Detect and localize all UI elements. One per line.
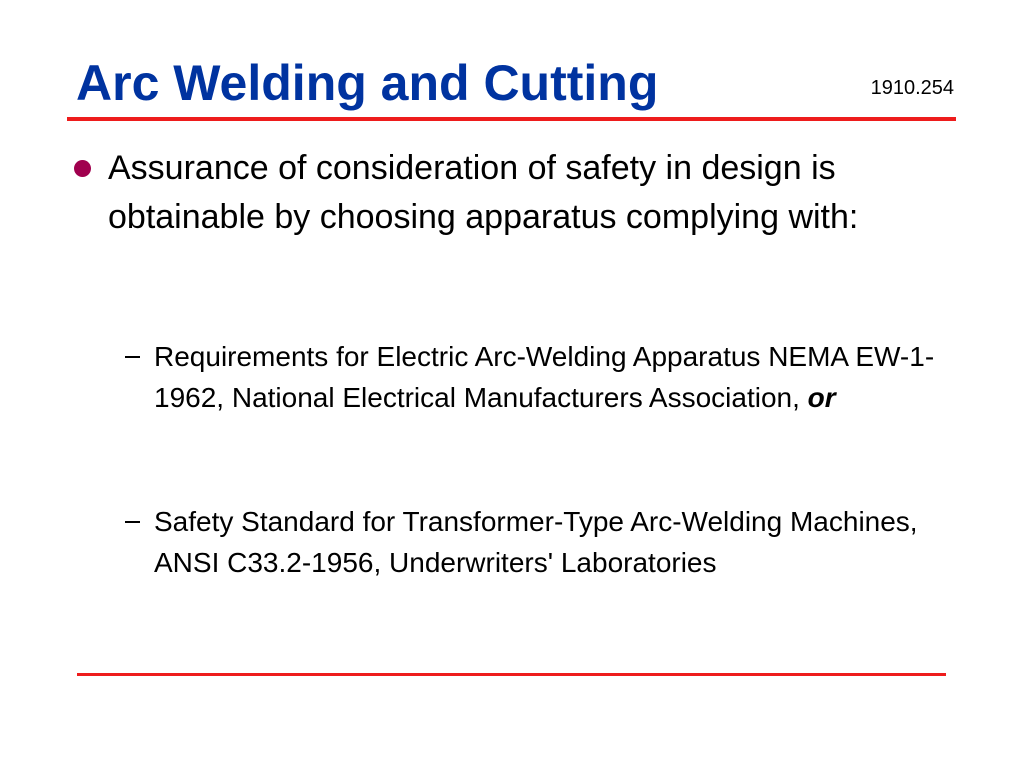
- top-divider: [67, 117, 956, 121]
- sub-bullet-body: Safety Standard for Transformer-Type Arc-Welding Machines, ANSI C33.2-1956, Underwriters' Laboratories: [154, 506, 918, 578]
- sub-bullet-text: [154, 336, 954, 418]
- dash-icon: [125, 521, 140, 523]
- sub-bullet-body: Requirements for Electric Arc-Welding Apparatus NEMA EW-1-1962, National Electrical Manufacturers Association,: [154, 341, 935, 413]
- bullet-text: Assurance of consideration of safety in design is obtainable by choosing apparatus complying with:: [108, 149, 859, 236]
- sub-bullet-text: [154, 501, 954, 583]
- bottom-divider: [77, 673, 946, 676]
- bullet-dot-icon: [74, 160, 91, 177]
- section-reference: 1910.254: [870, 77, 954, 99]
- slide-title: Arc Welding and Cutting: [76, 55, 659, 111]
- dash-icon: [125, 356, 140, 358]
- emphasis-text: or: [807, 382, 836, 413]
